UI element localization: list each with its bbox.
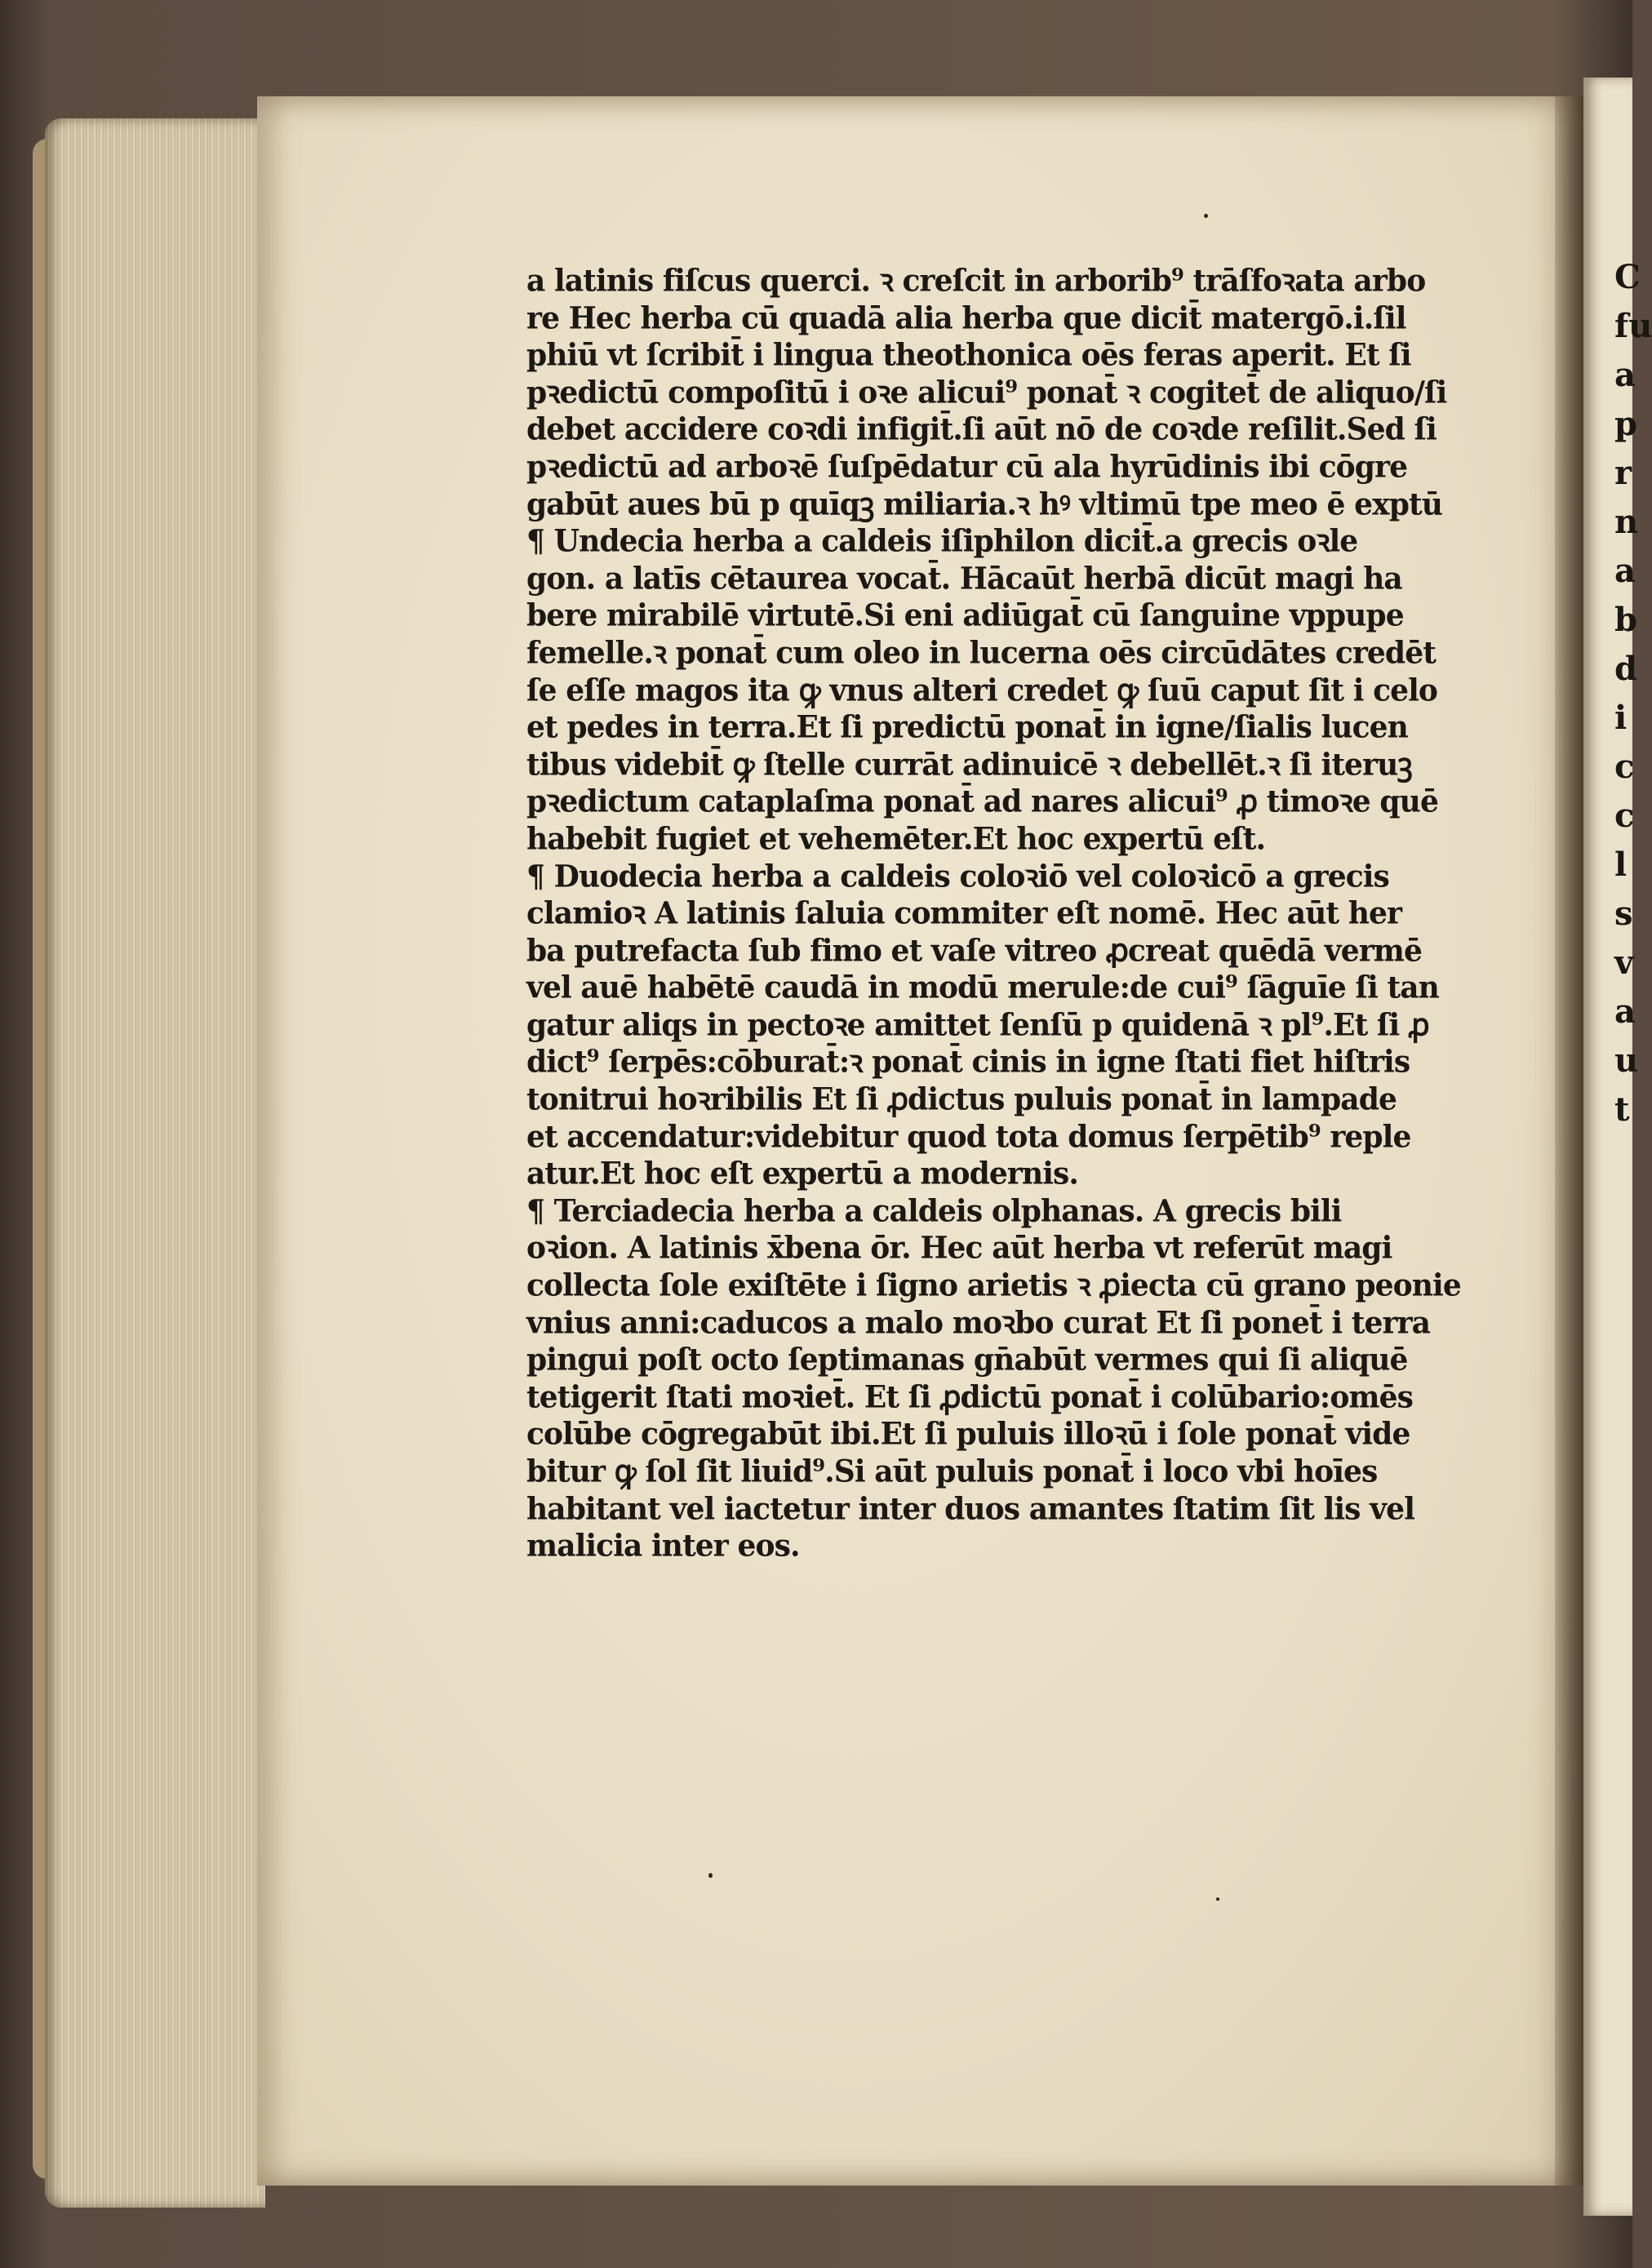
text-line: vnius anni:caducos a malo moꝛbo curat Et ſi ponet̄ i terra: [526, 1304, 1431, 1341]
facing-line: c: [1614, 748, 1635, 786]
facing-line: l: [1614, 846, 1628, 884]
text-line: gatur aliqs in pectoꝛe amittet ſenſū p quidenā ꝛ pl⁹.Et ſi ꝓ: [526, 1006, 1429, 1043]
facing-line: s: [1614, 894, 1633, 933]
facing-line: c: [1614, 797, 1635, 835]
text-line: ba putrefacta ſub fimo et vaſe vitreo ꝓcreat quēdā vermē: [526, 932, 1422, 969]
text-line: colūbe cōgregabūt ibi.Et ſi puluis illoꝛū i ſole ponat̄ vide: [526, 1416, 1410, 1453]
text-line: pꝛedictū ad arboꝛē ſuſpēdatur cū ala hyrūdinis ibi cōgre: [526, 448, 1408, 485]
text-line: ¶ Duodecia herba a caldeis coloꝛiō vel coloꝛicō a grecis: [526, 858, 1389, 894]
facing-line: t: [1614, 1090, 1630, 1129]
text-line: femelle.ꝛ ponat̄ cum oleo in lucerna oēs circūdātes credēt: [526, 634, 1436, 671]
text-line: pꝛedictum cataplaſma ponat̄ ad nares alicui⁹ ꝓ timoꝛe quē: [526, 783, 1438, 820]
printed-text-block: [526, 263, 1469, 1565]
facing-line: d: [1614, 650, 1637, 688]
text-line: pingui poſt octo ſeptimanas gn̄abūt vermes qui ſi aliquē: [526, 1342, 1408, 1378]
text-line: dict⁹ ſerpēs:cōburat̄:ꝛ ponat̄ cinis in igne ſtati fiet hiſtris: [526, 1044, 1410, 1081]
facing-line: p: [1614, 405, 1637, 443]
paper-speck: [708, 1873, 713, 1878]
facing-line: v: [1614, 943, 1634, 982]
text-line: clamioꝛ A latinis ſaluia commiter eſt nomē. Hec aūt her: [526, 895, 1402, 932]
text-line: ¶ Undecia herba a caldeis iſiphilon dicit̄.a grecis oꝛle: [526, 523, 1358, 560]
facing-line: i: [1614, 699, 1628, 737]
facing-line: fu: [1614, 307, 1652, 345]
text-line: gabūt aues bū p quīqꝫ miliaria.ꝛ hꝰ vltimū tpe meo ē exptū: [526, 486, 1442, 522]
text-line: et accendatur:videbitur quod tota domus ſerpētib⁹ reple: [526, 1118, 1411, 1155]
facing-line: b: [1614, 601, 1637, 639]
text-line: ſe eſſe magos ita ꝙ vnus alteri credet ꝙ ſuū caput ſit i celo: [526, 672, 1438, 708]
facing-line: a: [1614, 356, 1636, 394]
paper-speck: [1216, 1897, 1219, 1901]
page-edges: [45, 118, 265, 2208]
text-line: habebit fugiet et vehemēter.Et hoc expertū eſt.: [526, 820, 1266, 857]
text-line: oꝛion. A latinis x̄bena ōr. Hec aūt herba vt referūt magi: [526, 1230, 1392, 1267]
facing-line: r: [1614, 454, 1632, 492]
text-line: gon. a latīs cētaurea vocat̄. Hācaūt herbā dicūt magi ha: [526, 560, 1402, 597]
text-line: phiū vt ſcribit̄ i lingua theothonica oēs feras aperit. Et ſi: [526, 337, 1411, 374]
text-line: debet accidere coꝛdi infigit̄.ſi aūt nō de coꝛde reſilit.Sed ſi: [526, 411, 1437, 448]
text-line: atur.Et hoc eſt expertū a modernis.: [526, 1156, 1079, 1192]
text-line: a latinis fiſcus querci. ꝛ creſcit in arborib⁹ trāſfoꝛata arbo: [526, 262, 1426, 300]
text-line: et pedes in terra.Et ſi predictū ponat̄ in igne/ſialis lucen: [526, 709, 1408, 746]
facing-page-text: [1614, 253, 1652, 1134]
page-gutter: [1555, 96, 1583, 2186]
facing-line: a: [1614, 992, 1636, 1031]
facing-line: a: [1614, 552, 1636, 590]
text-line: bitur ꝙ ſol ſit liuid⁹.Si aūt puluis ponat̄ i loco vbi hoīes: [526, 1453, 1378, 1490]
facing-line: u: [1614, 1041, 1639, 1080]
text-line: bere mirabilē virtutē.Si eni adiūgat̄ cū ſanguine vppupe: [526, 597, 1404, 634]
text-line: vel auē habētē caudā in modū merule:de cui⁹ ſāguīe ſi tan: [526, 970, 1439, 1006]
text-line: pꝛedictū compoſitū i oꝛe alicui⁹ ponat̄ ꝛ cogitet̄ de aliquo/ſi: [526, 374, 1447, 411]
text-line: tonitrui hoꝛribilis Et ſi ꝓdictus puluis ponat̄ in lampade: [526, 1081, 1397, 1118]
text-line: malicia inter eos.: [526, 1528, 800, 1565]
text-line: collecta ſole exiſtēte i ſigno arietis ꝛ ꝓiecta cū grano peonie: [526, 1267, 1461, 1304]
facing-line: n: [1614, 503, 1639, 541]
text-line: tibus videbit̄ ꝙ ſtelle currāt adinuicē ꝛ debellēt.ꝛ ſi iteruꝫ: [526, 746, 1412, 783]
paper-speck: [1204, 214, 1208, 218]
facing-line: C: [1614, 258, 1641, 296]
text-line: habitant vel iactetur inter duos amantes ſtatim ſit lis vel: [526, 1490, 1414, 1527]
text-line: re Hec herba cū quadā alia herba que dicit̄ matergō.i.ſil: [526, 300, 1406, 336]
text-line: ¶ Terciadecia herba a caldeis olphanas. A grecis bili: [526, 1192, 1342, 1229]
text-line: tetigerit ſtati moꝛiet̄. Et ſi ꝓdictū ponat̄ i colūbario:omēs: [526, 1378, 1413, 1415]
